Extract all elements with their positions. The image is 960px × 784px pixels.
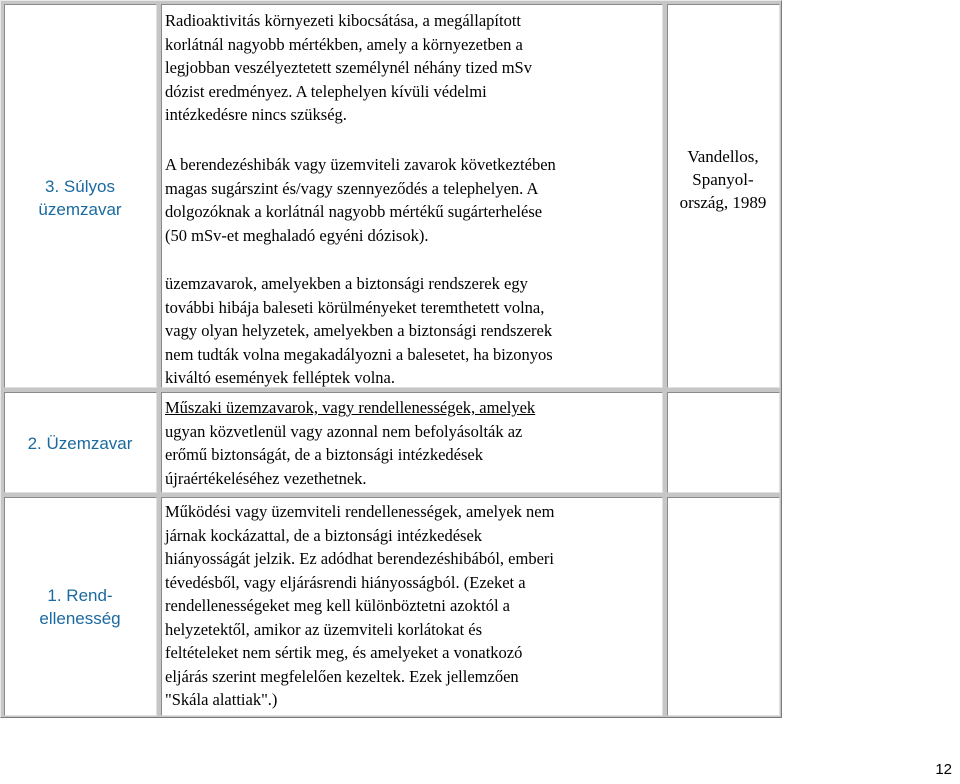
- level2-description-text: Műszaki üzemzavarok, vagy rendellenességek, amelyek ugyan közvetlenül vagy azonnal nem befolyásolták az erőmű biztonságát, de a biztonsági intézkedések újraértékeléséhez vezethetnek.: [165, 398, 536, 488]
- example-cell-level3: [667, 4, 780, 388]
- severity-label-level2: 2. Üzemzavar: [27, 434, 133, 453]
- page-number: 12: [935, 761, 952, 778]
- example-cell-level2: [667, 392, 780, 493]
- severity-label-level3: 3. Súlyos üzemzavar: [38, 177, 122, 219]
- description-cell-level3: [161, 4, 663, 388]
- level3-onsite-text: A berendezéshibák vagy üzemviteli zavarok következtében magas sugárszint és/vagy szennyeződés a telephelyen. A dolgozóknak a korlátnál nagyobb mértékű sugárterhelése (50 mSv-et meghaladó egyéni dózisok).: [165, 155, 556, 245]
- level3-offsite-text: Radioaktivitás környezeti kibocsátása, a megállapított korlátnál nagyobb mértékben, amely a környezetben a legjobban veszélyeztetett személynél néhány tized mSv dózist eredményez. A telephelyen kívüli védelmi intézkedésre nincs szükség.: [165, 11, 532, 124]
- level3-defence-text: üzemzavarok, amelyekben a biztonsági rendszerek egy további hibája baleseti körülményeket teremthetett volna, vagy olyan helyzetek, amelyekben a biztonsági rendszerek nem tudták volna megakadályozni a balesetet, ha bizonyos kiváltó események felléptek volna.: [165, 274, 553, 387]
- example-cell-level1: [667, 497, 780, 716]
- severity-cell-level2: [4, 392, 157, 493]
- example-text-level3: Vandellos, Spanyol- ország, 1989: [679, 147, 767, 212]
- severity-cell-level1: [4, 497, 157, 716]
- severity-cell-level3: [4, 4, 157, 388]
- description-cell-level1: [161, 497, 663, 716]
- severity-label-level1: 1. Rend- ellenesség: [39, 586, 121, 628]
- level1-description-text: Működési vagy üzemviteli rendellenességek, amelyek nem járnak kockázattal, de a biztonsági intézkedések hiányosságát jelzik. Ez adódhat berendezéshibából, emberi tévedésből, vagy eljárásrendi hiányosságból. (Ezeket a rendellenességeket meg kell különböztetni azoktól a helyzetektől, amikor az üzemviteli korlátokat és feltételeket nem sértik meg, és amelyeket a vonatkozó eljárás szerint megfelelően kezeltek. Ezek jellemzően "Skála alattiak".): [165, 502, 555, 709]
- description-cell-level2: [161, 392, 663, 493]
